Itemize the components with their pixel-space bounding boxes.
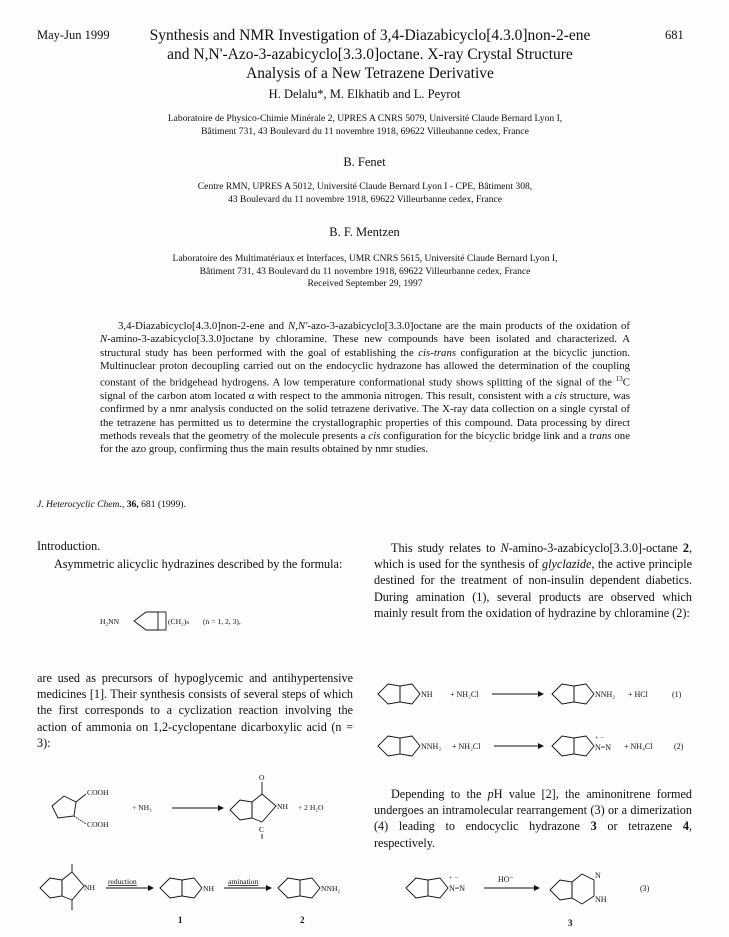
intro-paragraph-2: are used as precursors of hypoglycemic and antihypertensive medicines [1]. Their synthesis consists of several steps of which the first corresponds to a cyclization reaction involving the action of ammonia on 1,2-cyclopentane dicarboxylic acid (n = 3): — [37, 671, 353, 750]
abstract-text: 3,4-Diazabicyclo[4.3.0]non-2-ene and N,N'-azo-3-azabicyclo[3.3.0]octane are the main products of the oxidation of N-amino-3-azabicyclo[3.3.0]octane by chloramine. These new compounds have been isolated and characterized. A structural study has been performed with the goal of establishing the cis-trans configuration at the bicyclic junction. Multinuclear proton decoupling carried out on the endocyclic hydrazone has allowed the determination of the coupling constant of the bridgehead hydrogens. A low temperature conformational study shows splitting of the signal of the $^{13}$C signal of the carbon atom located α with respect to the ammonia nitrogen. This result, consistent with a cis structure, was confirmed by a nmr analysis conducted on the solid tetrazene derivative. The X-ray data collection on a single cyrstal of the tetrazene has permitted us to determine the crystallographic properties of this compound. Data processing by direct methods reveals that the geometry of the molecule presents a cis configuration for the bicyclic bridge link and a trans one for the azo group, confirming thus the main results obtained by nmr studies. — [100, 320, 630, 456]
section-heading-introduction: Introduction. — [37, 539, 101, 553]
affiliation-1 — [100, 113, 630, 138]
affiliation-2 — [100, 181, 630, 206]
svg-text:+ NH₄Cl: + NH₄Cl — [624, 742, 653, 751]
citation: J. Heterocyclic Chem., 36, 681 (1999). — [37, 499, 186, 510]
running-header-date: May-Jun 1999 — [37, 28, 110, 42]
equation-3 — [400, 866, 690, 932]
affiliation-1-line-1: Laboratoire de Physico-Chimie Minérale 2, UPRES A CNRS 5079, Université Claude Bernard Lyon I, — [167, 113, 563, 124]
author-mentzen: B. F. Mentzen — [329, 225, 400, 239]
affiliation-2-line-2: 43 Boulevard du 11 novembre 1918, 69622 Villeurbanne cedex, France — [227, 193, 503, 205]
svg-text:NH: NH — [595, 895, 607, 904]
water-product: + 2 H₂O — [298, 803, 324, 812]
bicyclic-hydrazine-2 — [278, 878, 340, 925]
affiliation-1-line-2: Bâtiment 731, 43 Boulevard du 11 novembre 1918, 69622 Villeubanne cedex, France — [201, 125, 529, 137]
author-fenet: B. Fenet — [343, 155, 386, 169]
svg-text:NH: NH — [203, 884, 214, 893]
hydrazine-formula-structure — [100, 600, 340, 644]
amination-label: amination — [228, 877, 259, 886]
svg-text:O: O — [259, 773, 265, 782]
paper-title — [120, 26, 620, 83]
svg-text:(1): (1) — [672, 690, 682, 699]
title-line-1: Synthesis and NMR Investigation of 3,4-Diazabicyclo[4.3.0]non-2-ene — [149, 27, 591, 44]
title-line-3: Analysis of a New Tetrazene Derivative — [246, 65, 494, 82]
right-column-paragraph-1: This study relates to N-amino-3-azabicyclo[3.3.0]-octane 2, which is used for the synthesis of glyclazide, the active principle destined for the treatment of non-insulin dependent diabetics. During amination (1), several products are observed which mainly result from the oxidation of hydrazine by chloramine (2): — [374, 541, 693, 620]
ammonia-reagent: + NH₃ — [132, 803, 152, 812]
compound-3-label: 3 — [568, 918, 573, 928]
svg-text:C: C — [259, 825, 265, 834]
cyclization-scheme — [40, 772, 360, 842]
compound-1-label: 1 — [178, 915, 183, 925]
title-line-2: and N,N'-Azo-3-azabicyclo[3.3.0]octane. X-ray Crystal Structure — [167, 46, 573, 63]
svg-text:NH: NH — [421, 690, 433, 699]
svg-text:NH: NH — [84, 883, 95, 892]
reduction-amination-scheme — [38, 858, 358, 928]
svg-text:HO⁻: HO⁻ — [498, 875, 514, 884]
svg-text:N: N — [595, 871, 601, 880]
affiliation-3-line-2: Bâtiment 731, 43 Boulevard du 11 novembre 1918, 69622 Villeurbanne cedex, France — [199, 265, 531, 277]
svg-text:NNH₂: NNH₂ — [321, 884, 341, 893]
svg-text:(3): (3) — [640, 884, 650, 893]
formula-left-group: H₂NN — [100, 617, 120, 626]
page-number: 681 — [665, 28, 684, 42]
equation-1 — [372, 672, 702, 718]
equation-2 — [372, 724, 702, 770]
authors: H. Delalu*, M. Elkhatib and L. Peyrot — [268, 87, 461, 101]
svg-text:NNH₂: NNH₂ — [421, 742, 442, 751]
affiliation-3-line-1: Laboratoire des Multimatériaux et Interfaces, UMR CNRS 5615, Université Claude Bernard Lyon I, — [172, 253, 558, 264]
formula-chain: (CH₂)ₙ — [168, 617, 190, 626]
svg-text:N=N: N=N — [449, 884, 466, 893]
intro-paragraph-1: Asymmetric alicyclic hydrazines described by the formula: — [54, 557, 343, 572]
formula-ring-shape — [134, 612, 158, 630]
svg-text:NNH₂: NNH₂ — [595, 690, 616, 699]
compound-2-label: 2 — [300, 915, 305, 925]
svg-text:+ NH₂Cl: + NH₂Cl — [452, 742, 481, 751]
svg-text:NH: NH — [277, 802, 288, 811]
svg-text:(2): (2) — [674, 742, 684, 751]
reduction-label: reduction — [108, 877, 137, 886]
svg-text:+ NH₂Cl: + NH₂Cl — [450, 690, 479, 699]
svg-text:+ −: + − — [595, 735, 604, 742]
svg-text:COOH: COOH — [87, 788, 109, 797]
bicyclic-amine-1 — [160, 878, 214, 925]
svg-text:COOH: COOH — [87, 820, 109, 829]
cyclopentane-diacid — [52, 788, 109, 829]
received-date: Received September 29, 1997 — [307, 278, 423, 289]
formula-n-values: (n = 1, 2, 3), — [203, 617, 241, 626]
svg-text:N=N: N=N — [595, 743, 612, 752]
left-column-intro — [37, 538, 353, 572]
imide-product — [230, 773, 288, 839]
affiliation-2-line-1: Centre RMN, UPRES A 5012, Université Claude Bernard Lyon I - CPE, Bâtiment 308, — [197, 181, 533, 192]
right-column-paragraph-2: Depending to the pH value [2], the aminonitrene formed undergoes an intramolecular rearrangement (3) or a dimerization (4) leading to endocyclic hydrazone 3 or tetrazene 4, respectively. — [374, 787, 692, 850]
imide-start — [40, 864, 95, 910]
svg-text:+ −: + − — [449, 875, 458, 882]
abstract — [100, 320, 630, 457]
svg-text:+ HCl: + HCl — [628, 690, 648, 699]
affiliation-3 — [100, 253, 630, 291]
